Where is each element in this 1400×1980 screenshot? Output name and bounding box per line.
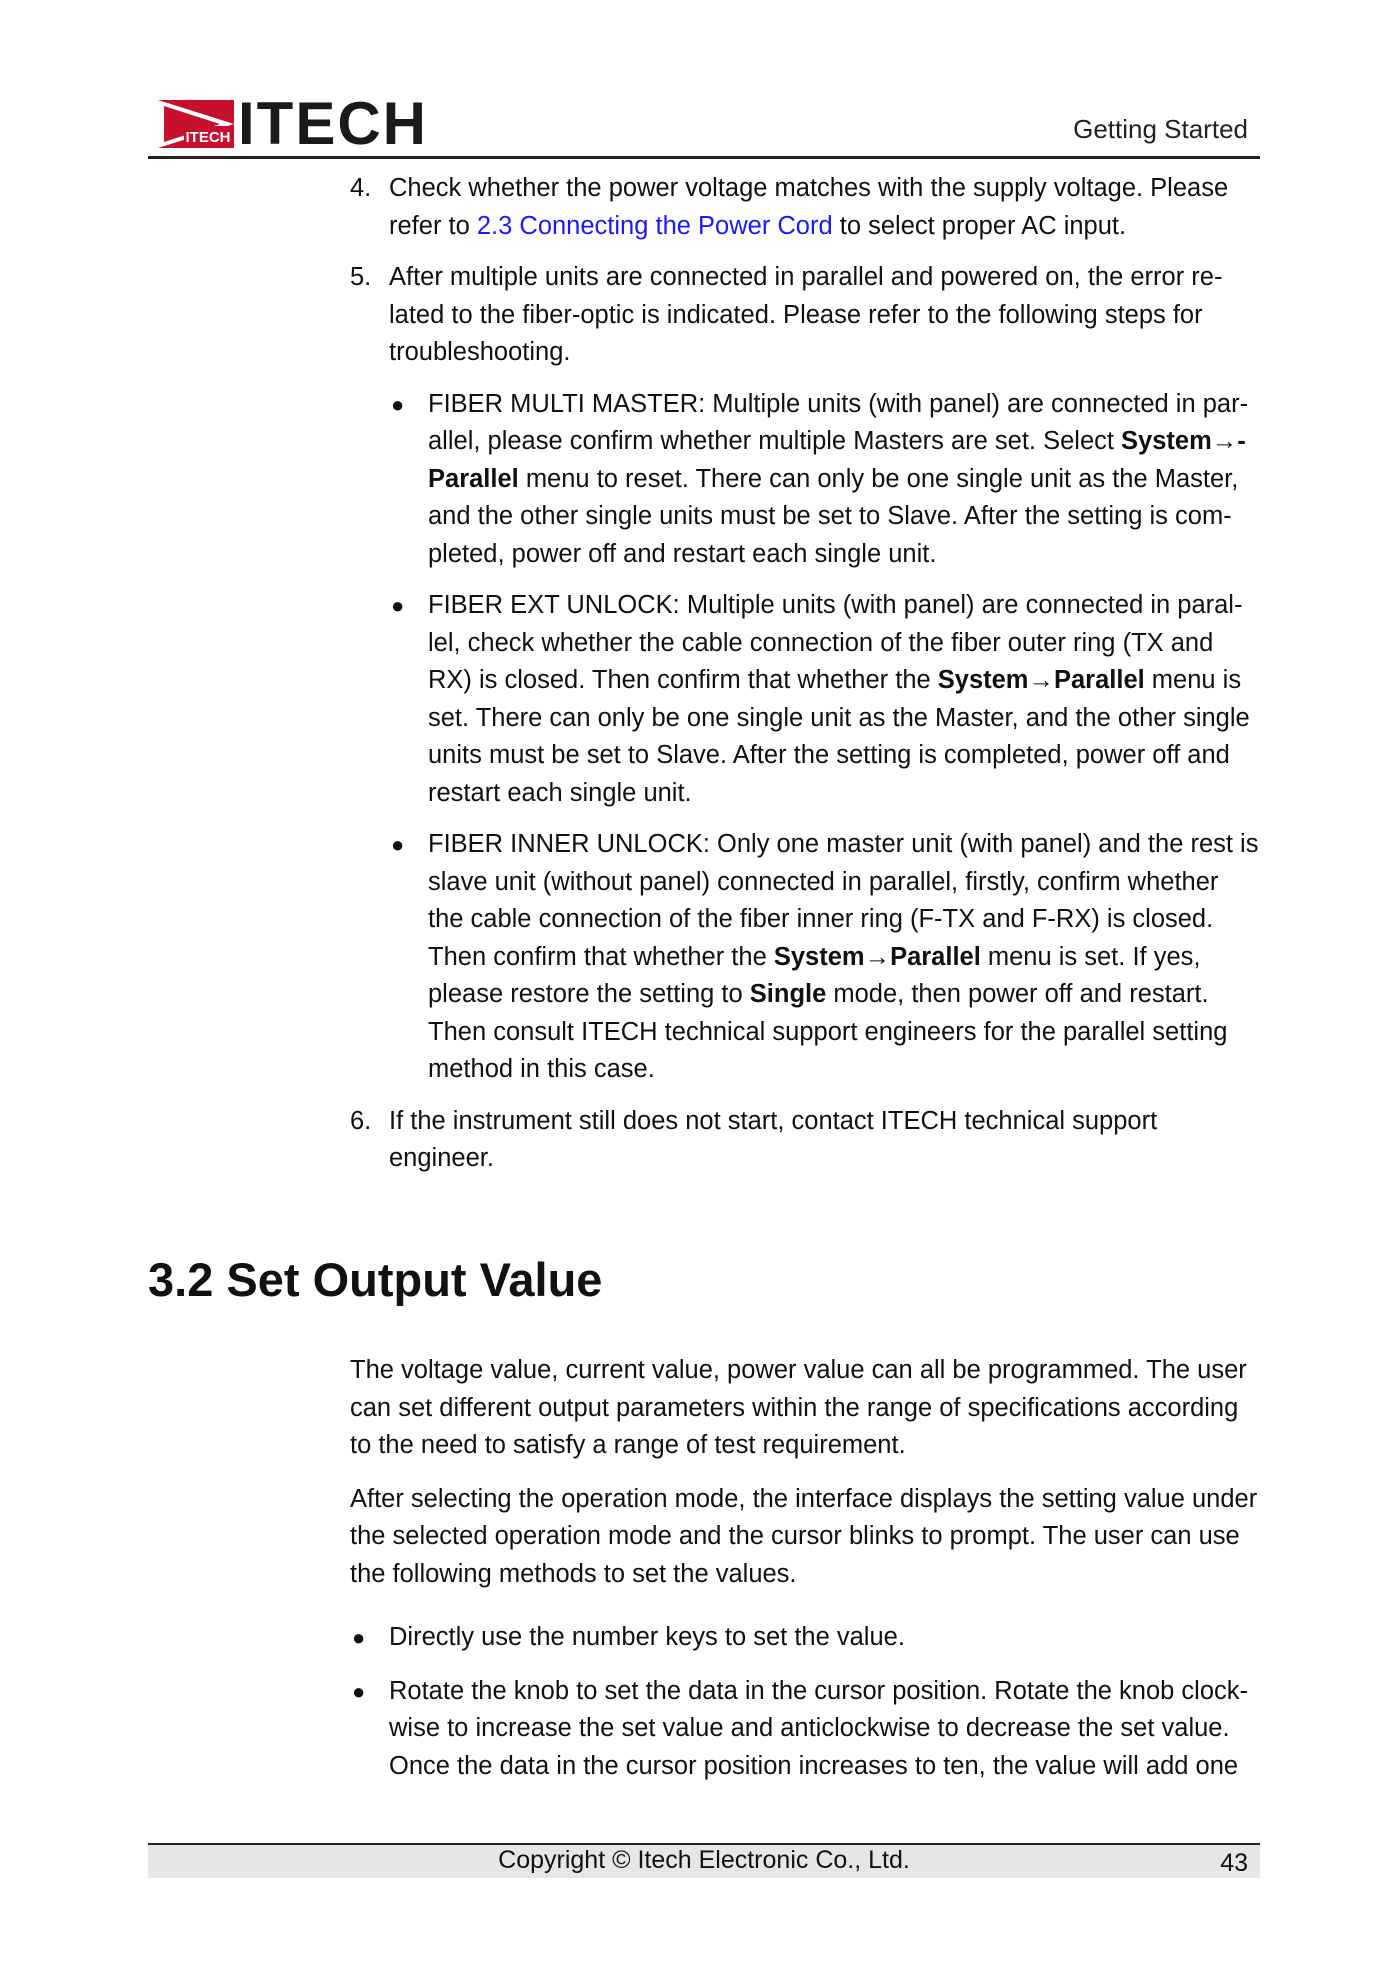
- text-part: FIBER INNER UNLOCK: Only one master unit (with panel) and the rest is slave unit (without panel) connected in parallel, firstly, confirm whether the cable connection of the fiber inner ring (F-TX and F-RX) is closed. Then confirm that whether the: [428, 830, 1259, 971]
- section-body: [350, 1352, 1260, 1801]
- text-part: FIBER MULTI MASTER: Multiple units (with panel) are connected in par-allel, please confirm whether multiple Masters are set. Select: [428, 389, 1249, 455]
- step-number: 5.: [350, 263, 372, 291]
- bullet-text: Rotate the knob to set the data in the cursor position. Rotate the knob clock-wise to increase the set value and anticlockwise to decrease the set value. Once the data in the cursor position increases to ten, the value will add one: [389, 1676, 1249, 1780]
- paragraph: The voltage value, current value, power value can all be programmed. The user can set different output parameters within the range of specifications according to the need to satisfy a range of test requirement.: [350, 1356, 1247, 1459]
- mode-name: Single: [749, 980, 827, 1008]
- list-item: [389, 826, 1260, 1089]
- step-number: 6.: [350, 1106, 372, 1135]
- troubleshooting-steps: [350, 170, 1260, 1192]
- bullet-icon: ●: [391, 832, 405, 857]
- power-cord-link[interactable]: 2.3 Connecting the Power Cord: [476, 211, 833, 240]
- step-number: 4.: [350, 174, 372, 202]
- bullet-icon: ●: [391, 391, 405, 417]
- list-item: [389, 587, 1260, 812]
- text-part: menu is set. If yes, please restore the setting to: [428, 942, 1201, 1008]
- logo-flag-text: ITECH: [185, 129, 231, 146]
- list-item: [350, 259, 1260, 1089]
- paragraph: After selecting the operation mode, the interface displays the setting value under the selected operation mode and the cursor blinks to prompt. The user can use the following methods to set the values.: [350, 1484, 1258, 1588]
- bullet-text: [428, 826, 1260, 1089]
- copyright-text: Copyright © Itech Electronic Co., Ltd.: [498, 1846, 910, 1874]
- menu-path: System→Parallel: [773, 942, 981, 971]
- itech-logo: [158, 90, 428, 157]
- step-text: If the instrument still does not start, contact ITECH technical support engineer.: [389, 1106, 1158, 1172]
- set-methods-list: [350, 1619, 1260, 1785]
- list-item: [350, 1103, 1260, 1178]
- list-item: [389, 386, 1260, 574]
- logo-wordmark: ITECH: [238, 90, 428, 157]
- page-footer: [148, 1843, 1260, 1878]
- page-number: 43: [1220, 1849, 1248, 1877]
- menu-path: System→Parallel: [937, 666, 1145, 694]
- list-item: [350, 170, 1260, 245]
- itech-flag-icon: [158, 100, 234, 148]
- page-header: [148, 92, 1260, 159]
- text-part: menu to reset. There can only be one single unit as the Master, and the other single units must be set to Slave. After the setting is com-pleted, power off and restart each single unit.: [428, 464, 1239, 568]
- text-part: menu is set. There can only be one single unit as the Master, and the other single units must be set to Slave. After the setting is completed, power off and restart each single unit.: [428, 666, 1250, 807]
- menu-path: System→-Parallel: [428, 427, 1246, 493]
- step-text: After multiple units are connected in parallel and powered on, the error re-lated to the fiber-optic is indicated. Please refer to the following steps for troubleshooting.: [389, 263, 1223, 366]
- step-text-part: to select proper AC input.: [832, 211, 1127, 240]
- fiber-error-list: [389, 386, 1260, 1089]
- step-text-part: Check whether the power voltage matches with the supply voltage. Please refer to: [389, 174, 1229, 240]
- step-text: [389, 170, 1260, 245]
- bullet-icon: ●: [391, 593, 405, 618]
- bullet-text: Directly use the number keys to set the value.: [389, 1623, 905, 1651]
- bullet-icon: ●: [352, 1625, 366, 1650]
- list-item: [350, 1619, 1260, 1657]
- header-section-title: Getting Started: [1073, 114, 1248, 144]
- section-title: 3.2 Set Output Value: [148, 1253, 603, 1306]
- bullet-text: [428, 587, 1260, 812]
- bullet-text: [428, 386, 1260, 574]
- bullet-icon: ●: [352, 1678, 366, 1704]
- text-part: mode, then power off and restart. Then consult ITECH technical support engineers for the parallel setting method in this case.: [428, 980, 1228, 1083]
- list-item: [350, 1673, 1260, 1786]
- text-part: FIBER EXT UNLOCK: Multiple units (with panel) are connected in paral-lel, check whether the cable connection of the fiber outer ring (TX and RX) is closed. Then confirm that whether the: [428, 591, 1243, 694]
